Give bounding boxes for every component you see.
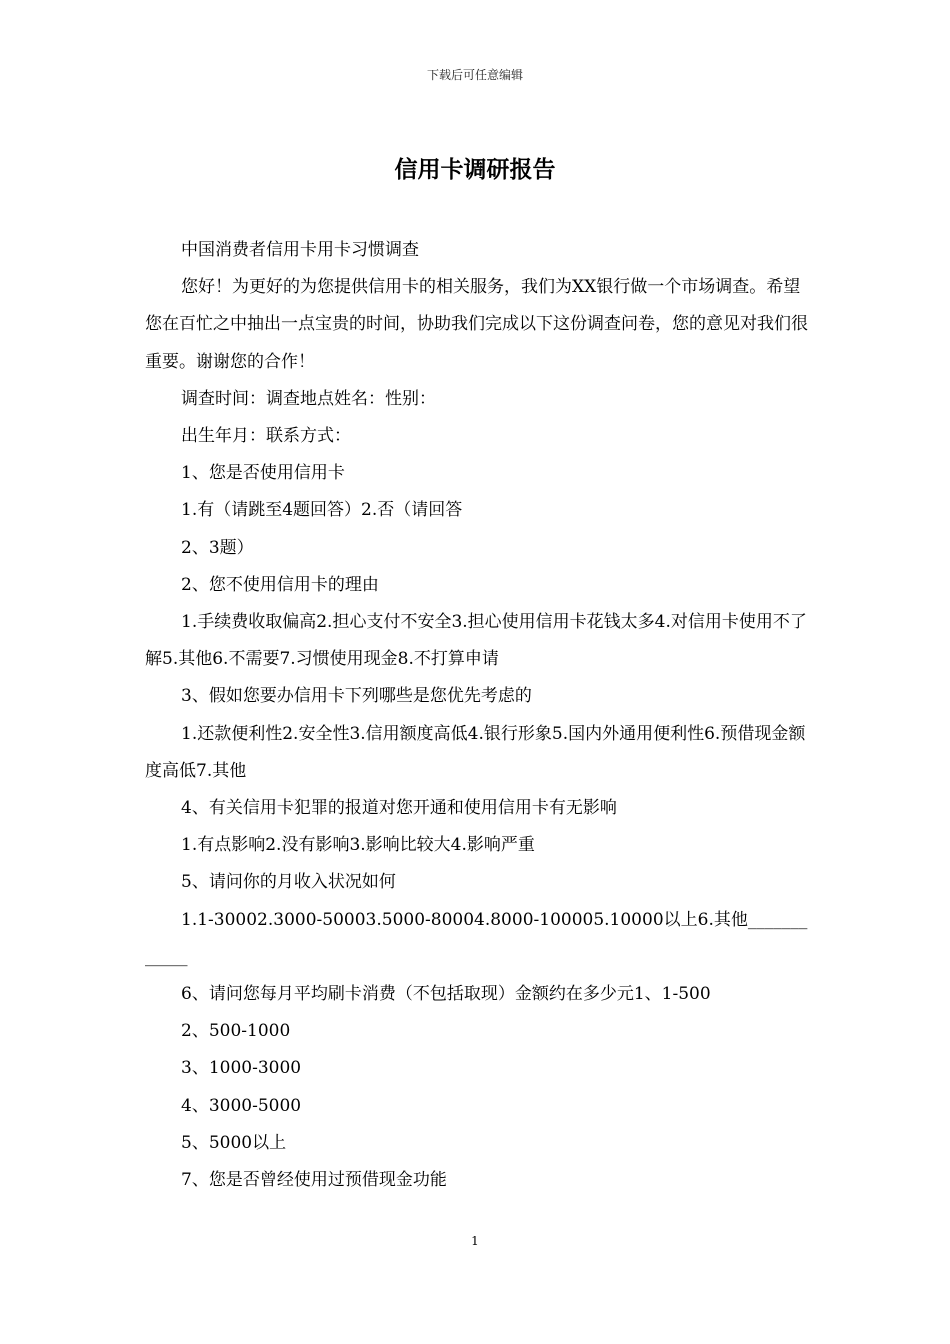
question-6-option-3: 3、1000-3000 bbox=[181, 1058, 302, 1079]
document-title: 信用卡调研报告 bbox=[394, 156, 556, 183]
document-body bbox=[145, 232, 810, 1199]
question-1: 1、您是否使用信用卡 bbox=[181, 463, 345, 484]
question-1-options: 1.有（请跳至4题回答）2.否（请回答 bbox=[181, 500, 463, 521]
question-6-option-2: 2、500-1000 bbox=[181, 1021, 291, 1042]
info-fields-line-1: 调查时间：调查地点姓名：性别： bbox=[181, 388, 436, 409]
question-4: 4、有关信用卡犯罪的报道对您开通和使用信用卡有无影响 bbox=[181, 798, 617, 819]
question-5-options: 1.1-30002.3000-50003.5000-80004.8000-100005.10000以上6.其他____________ bbox=[145, 909, 808, 967]
question-3-options: 1.还款便利性2.安全性3.信用额度高低4.银行形象5.国内外通用便利性6.预借现金额度高低7.其他 bbox=[145, 723, 806, 781]
question-4-options: 1.有点影响2.没有影响3.影响比较大4.影响严重 bbox=[181, 835, 535, 856]
question-1-options-cont: 2、3题） bbox=[181, 537, 254, 558]
survey-heading: 中国消费者信用卡用卡习惯调查 bbox=[181, 240, 419, 260]
question-7: 7、您是否曾经使用过预借现金功能 bbox=[181, 1170, 447, 1191]
question-6-option-5: 5、5000以上 bbox=[181, 1132, 287, 1153]
question-2-options: 1.手续费收取偏高2.担心支付不安全3.担心使用信用卡花钱太多4.对信用卡使用不了解5.其他6.不需要7.习惯使用现金8.不打算申请 bbox=[145, 612, 807, 670]
question-6-option-4: 4、3000-5000 bbox=[181, 1095, 302, 1116]
question-3: 3、假如您要办信用卡下列哪些是您优先考虑的 bbox=[181, 686, 532, 707]
question-2: 2、您不使用信用卡的理由 bbox=[181, 574, 379, 595]
greeting-paragraph: 您好！为更好的为您提供信用卡的相关服务，我们为XX银行做一个市场调查。希望您在百忙之中抽出一点宝贵的时间，协助我们完成以下这份调查问卷，您的意见对我们很重要。谢谢您的合作！ bbox=[145, 277, 808, 372]
question-6: 6、请问您每月平均刷卡消费（不包括取现）金额约在多少元1、1-500 bbox=[181, 984, 711, 1005]
info-fields-line-2: 出生年月：联系方式： bbox=[181, 426, 351, 447]
question-5: 5、请问你的月收入状况如何 bbox=[181, 872, 396, 893]
page-number: 1 bbox=[471, 1234, 479, 1248]
page-header-note: 下载后可任意编辑 bbox=[426, 68, 523, 82]
